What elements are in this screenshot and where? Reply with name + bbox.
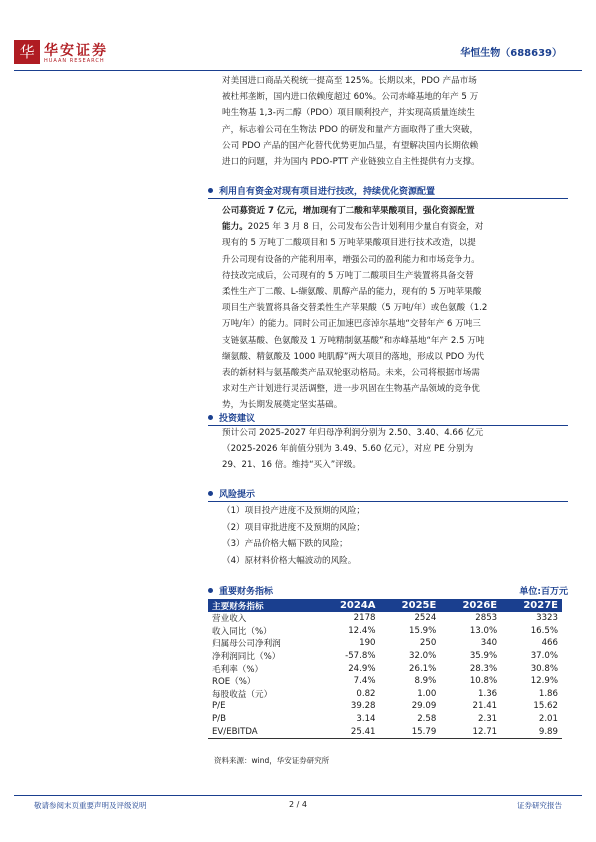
company-logo [14, 40, 40, 64]
column-header: 2024A [317, 599, 379, 612]
table-cell: 9.89 [501, 725, 562, 738]
row-label: P/B [212, 714, 226, 725]
text-line: 公司 PDO 产品的国产化替代优势更加凸显，有望解决国内长期依赖 [222, 140, 479, 151]
section-heading-capacity: 利用自有资金对现有项目进行技改，持续优化资源配置 [208, 184, 568, 198]
text-line: （2025-2026 年前值分别为 3.49、5.60 亿元），对应 PE 分别为 [222, 444, 474, 455]
text-line: 进口的问题，并为国内 PDO-PTT 产业链独立自主性提供有力支撑。 [222, 157, 480, 168]
risk-list [222, 503, 559, 569]
table-row [208, 625, 562, 638]
table-cell: 15.9% [409, 625, 437, 636]
table-cell: 12.4% [348, 625, 376, 636]
table-cell: 15.79 [380, 725, 441, 738]
text-line: 支链氨基酸、色氨酸及 1 万吨精制氨基酸”和赤峰基地“年产 2.5 万吨 [222, 335, 485, 346]
section-heading-risk: 风险提示 [208, 487, 568, 501]
table-cell: 25.41 [317, 725, 379, 738]
table-cell: 2.58 [417, 714, 437, 725]
financial-table [208, 599, 562, 739]
text-line: 吨生物基 1,3-丙二醇（PDO）项目顺利投产，并实现高质量连续生 [222, 108, 475, 119]
row-label: EV/EBITDA [208, 725, 317, 738]
column-header: 2027E [501, 599, 562, 612]
list-item: （2）项目审批进度不及预期的风险； [222, 522, 365, 533]
investment-paragraph [222, 425, 559, 474]
text-line: 预计公司 2025-2027 年归母净利润分别为 2.50、3.40、4.66 亿元 [222, 428, 484, 438]
row-label: 毛利率（%） [212, 664, 264, 675]
text-line: 求对生产计划进行灵活调整，进一步巩固在生物基产品领域的竞争优 [222, 384, 480, 395]
brand-name: 华安证券 [44, 43, 108, 59]
table-cell: 10.8% [469, 676, 498, 687]
row-label: P/E [212, 701, 226, 712]
bullet-icon [208, 491, 213, 496]
table-cell: 250 [419, 638, 437, 649]
section-divider [208, 198, 568, 199]
table-cell: 2178 [353, 613, 376, 624]
table-cell: 13.0% [469, 625, 498, 636]
table-cell: 12.71 [440, 725, 501, 738]
row-label: 收入同比（%） [212, 626, 272, 637]
text-line: 现有的 5 万吨丁二酸项目和 5 万吨苹果酸项目进行技术改造，以提 [222, 238, 476, 249]
row-label: 净利润同比（%） [212, 652, 281, 663]
text-line: 万吨/年）的能力。同时公司正加速巴彦淖尔基地“交替年产 6 万吨三 [222, 319, 481, 330]
row-label: 每股收益（元） [212, 689, 273, 700]
table-cell: 30.8% [530, 663, 558, 674]
table-unit: 单位:百万元 [519, 587, 568, 597]
table-row [208, 700, 562, 713]
company-ticker: 华恒生物（688639） [460, 48, 562, 59]
table-cell: 340 [480, 638, 498, 649]
table-row [208, 650, 562, 663]
table-row [208, 662, 562, 675]
table-cell: 1.86 [538, 688, 558, 699]
footer-disclaimer: 敬请参阅末页重要声明及评级说明 [34, 801, 147, 810]
table-cell: 3323 [536, 613, 558, 624]
table-cell: 16.5% [530, 625, 558, 636]
text-line: 表的新材料与氨基酸类产品双轮驱动格局。未来，公司将根据市场需 [222, 368, 480, 379]
column-header: 2025E [380, 599, 441, 612]
text-line: 产，标志着公司在生物法 PDO 的研发和量产方面取得了重大突破， [222, 124, 479, 135]
text-line: 能力。2025 年 3 月 8 日，公司发布公告计划利用少量自有资金，对 [222, 222, 484, 233]
text-line: 对美国进口商品关税统一提高至 125%。长期以来，PDO 产品市场 [222, 76, 477, 86]
row-label: 营业收入 [212, 614, 247, 625]
text-line: 柔性生产丁二酸、L-缬氨酸、肌醇产品的能力，现有的 5 万吨苹果酸 [222, 287, 482, 298]
table-cell: 2.31 [478, 714, 498, 725]
table-cell: 3.14 [356, 714, 376, 725]
list-item: （1）项目投产进度不及预期的风险； [222, 506, 365, 516]
brand-name-en: HUAAN RESEARCH [44, 58, 105, 64]
row-label: 归属母公司净利润 [212, 639, 281, 650]
footer-divider [14, 795, 582, 796]
text-line: 待技改完成后，公司现有的 5 万吨丁二酸项目生产装置将具备交替 [222, 270, 474, 281]
table-cell: 28.3% [469, 663, 498, 674]
table-heading: 重要财务指标 单位:百万元 [208, 584, 568, 597]
table-cell: 35.9% [469, 651, 498, 662]
intro-paragraph [222, 73, 559, 170]
table-row [208, 612, 562, 625]
table-header-row [208, 599, 562, 612]
table-row [208, 688, 562, 701]
table-row [208, 725, 562, 738]
table-cell: 2524 [414, 613, 437, 624]
table-cell: 37.0% [530, 651, 558, 662]
table-source: 资料来源：wind，华安证券研究所 [214, 756, 330, 765]
section-heading-investment: 投资建议 [208, 411, 568, 425]
table-cell: 39.28 [350, 701, 376, 712]
bullet-icon [208, 415, 213, 420]
table-cell: 2853 [475, 613, 498, 624]
table-cell: 32.0% [409, 651, 437, 662]
row-label: ROE（%） [212, 677, 256, 688]
text-line: 项目生产装置将具备交替柔性生产苹果酸（5 万吨/年）或色氨酸（1.2 [222, 303, 488, 314]
bullet-icon [208, 188, 213, 193]
table-cell: 15.62 [533, 701, 558, 712]
table-cell: 24.9% [348, 663, 376, 674]
table-row [208, 637, 562, 650]
text-line: 缬氨酸、精氨酸及 1000 吨肌醇”两大项目的落地，形成以 PDO 为代 [222, 351, 485, 362]
text-line: 被杜邦垄断，国内进口依赖度超过 60%。公司赤峰基地的年产 5 万 [222, 92, 479, 103]
page-number: 2 / 4 [289, 800, 307, 809]
column-header: 主要财务指标 [208, 599, 317, 612]
table-cell: 2.01 [538, 714, 558, 725]
bold-lead-line: 公司募资近 7 亿元，增加现有丁二酸和苹果酸项目，强化资源配置 [222, 206, 475, 216]
table-cell: 466 [541, 638, 558, 649]
section-divider [208, 501, 568, 502]
list-item: （4）原材料价格大幅波动的风险。 [222, 555, 357, 566]
column-header: 2026E [440, 599, 501, 612]
table-cell: 0.82 [356, 688, 376, 699]
table-cell: 190 [359, 638, 376, 649]
table-cell: 29.09 [411, 701, 437, 712]
logo-glyph: 华 [19, 43, 35, 61]
table-cell: 7.4% [353, 676, 376, 687]
text-line: 29、21、16 倍。维持“买入”评级。 [222, 460, 361, 471]
table-cell: 8.9% [414, 676, 437, 687]
text-line: 势，为长期发展奠定坚实基础。 [222, 400, 343, 411]
list-item: （3）产品价格大幅下跌的风险； [222, 539, 348, 550]
table-cell: 12.9% [530, 676, 558, 687]
bullet-icon [208, 588, 213, 593]
table-cell: 1.00 [417, 688, 437, 699]
section1-paragraph [222, 203, 559, 414]
table-row [208, 713, 562, 726]
table-cell: -57.8% [345, 651, 376, 662]
text-line: 升公司现有设备的产能利用率，增强公司的盈利能力和市场竞争力。 [222, 254, 480, 265]
table-cell: 21.41 [472, 701, 498, 712]
header-divider [14, 70, 582, 71]
table-row [208, 675, 562, 688]
footer-report-type: 证券研究报告 [517, 801, 562, 810]
table-cell: 1.36 [478, 688, 498, 699]
table-cell: 26.1% [409, 663, 437, 674]
